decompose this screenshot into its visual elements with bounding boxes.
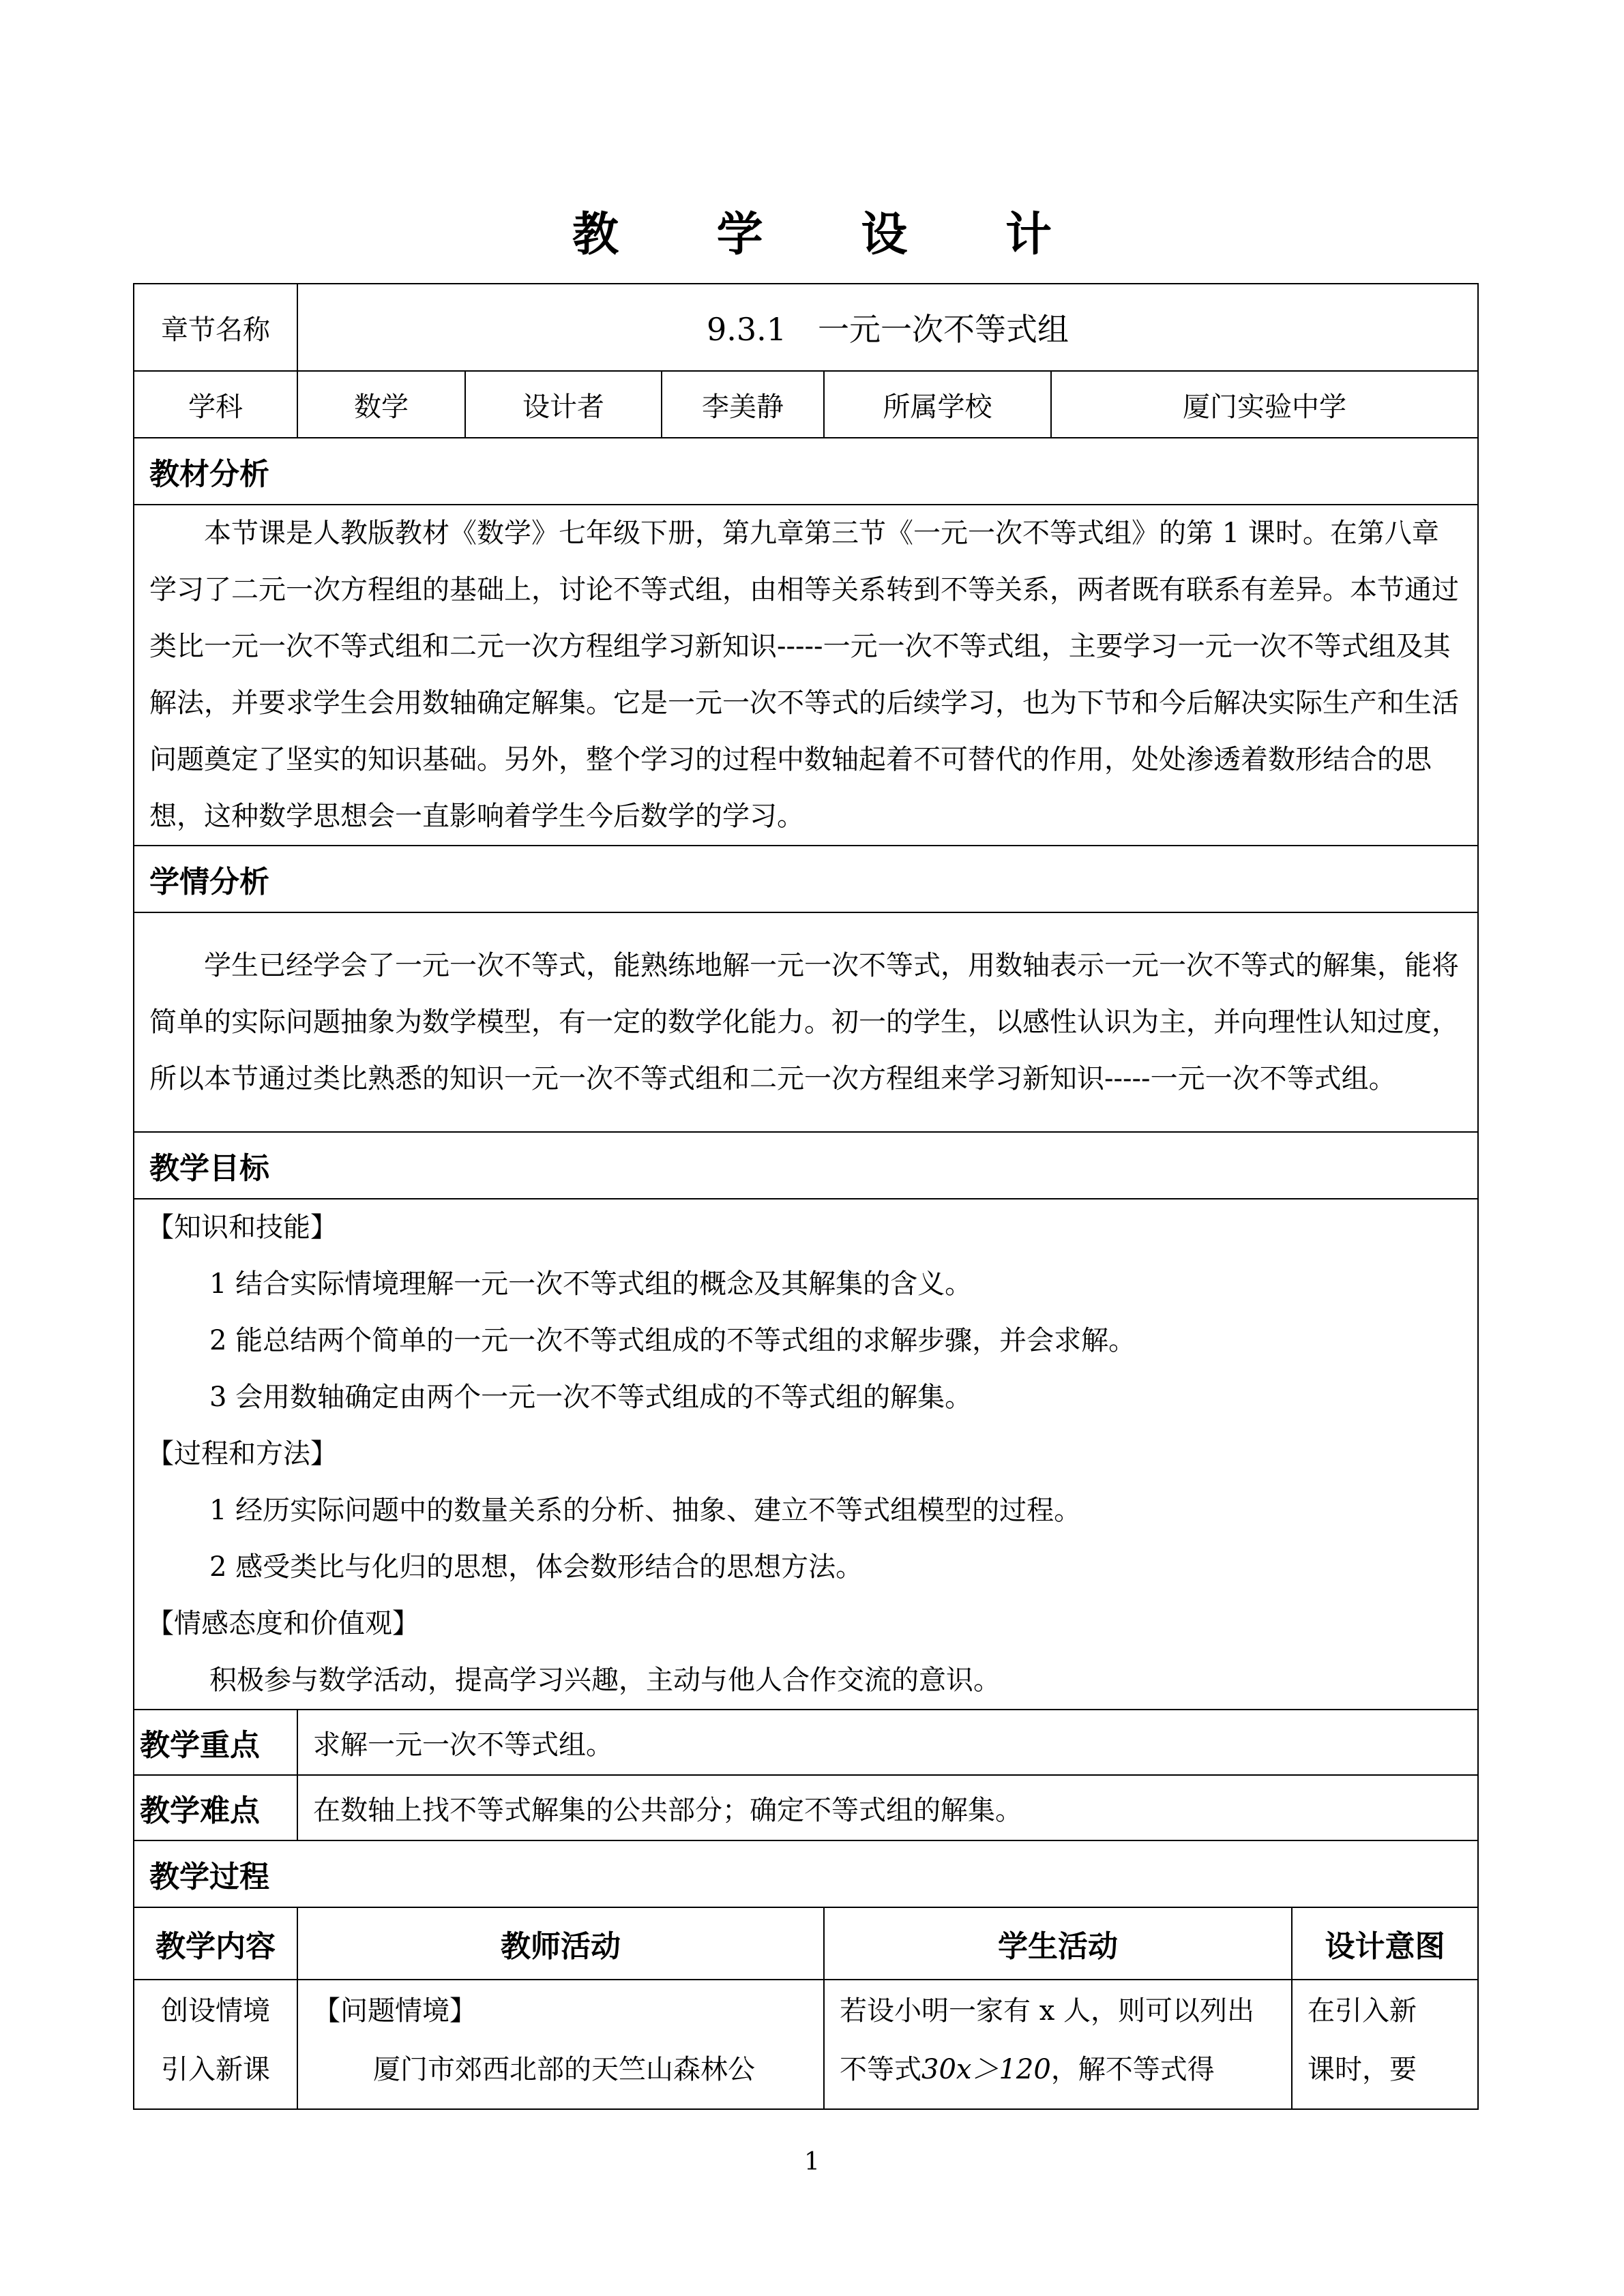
subject-label: 学科 — [134, 371, 297, 438]
difficulty-text: 在数轴上找不等式解集的公共部分；确定不等式组的解集。 — [297, 1775, 1478, 1840]
emotion-item: 积极参与数学活动，提高学习兴趣，主动与他人合作交流的意识。 — [209, 1665, 1001, 1696]
material-analysis-text: 本节课是人教版教材《数学》七年级下册，第九章第三节《一元一次不等式组》的第 1 课时。在第八章学习了二元一次方程组的基础上，讨论不等式组，由相等关系转到不等关系，两者既有联系有差异。本节通过类比一元一次不等式组和二元一次方程组学习新知识-----一元一次不等式组，主要学习一元一次不等式组及其解法，并要求学生会用数轴确定解集。它是一元一次不等式的后续学习，也为下节和今后解决实际生产和生活问题奠定了坚实的知识基础。另外，整个学习的过程中数轴起着不可替代的作用，处处渗透着数形结合的思想，这种数学思想会一直影响着学生今后数学的学习。 — [134, 505, 1478, 846]
content-line: 创设情境 — [161, 1995, 270, 2027]
process-item: 2 感受类比与化归的思想，体会数形结合的思想方法。 — [209, 1551, 863, 1583]
col-header-student: 学生活动 — [824, 1907, 1292, 1980]
document-title: 教 学 设 计 — [572, 207, 1093, 262]
objectives-heading: 教学目标 — [134, 1132, 1478, 1199]
teacher-line: 【问题情境】 — [313, 1995, 477, 2027]
student-analysis-row — [134, 912, 1478, 1132]
knowledge-title: 【知识和技能】 — [147, 1212, 338, 1243]
page-number: 1 — [804, 2148, 820, 2176]
process-intent-cell — [1292, 1980, 1478, 2109]
col-header-content: 教学内容 — [134, 1907, 297, 1980]
objectives-row — [134, 1199, 1478, 1710]
content-line: 引入新课 — [161, 2054, 270, 2085]
subject-value: 数学 — [297, 371, 465, 438]
process-header-row — [134, 1907, 1478, 1980]
emotion-title: 【情感态度和价值观】 — [147, 1608, 419, 1639]
material-analysis-heading-row — [134, 438, 1478, 505]
knowledge-item: 1 结合实际情境理解一元一次不等式组的概念及其解集的含义。 — [209, 1268, 973, 1300]
key-point-label: 教学重点 — [134, 1710, 297, 1775]
student-analysis-heading-row — [134, 846, 1478, 912]
objectives-heading-row — [134, 1132, 1478, 1199]
student-line — [840, 2040, 1276, 2099]
school-value: 厦门实验中学 — [1051, 371, 1478, 438]
difficulty-row — [134, 1775, 1478, 1840]
teacher-line: 厦门市郊西北部的天竺山森林公 — [373, 2054, 755, 2085]
student-analysis-text: 学生已经学会了一元一次不等式，能熟练地解一元一次不等式，用数轴表示一元一次不等式的解集，能将简单的实际问题抽象为数学模型，有一定的数学化能力。初一的学生，以感性认识为主，并向理性认知过度，所以本节通过类比熟悉的知识一元一次不等式组和二元一次方程组来学习新知识-----一元一次不等式组。 — [134, 912, 1478, 1132]
process-heading: 教学过程 — [134, 1840, 1478, 1907]
objectives-body — [134, 1199, 1478, 1710]
col-header-teacher: 教师活动 — [297, 1907, 824, 1980]
student-text: ，解不等式得 — [1050, 2054, 1215, 2085]
student-analysis-heading: 学情分析 — [134, 846, 1478, 912]
process-teacher-cell — [297, 1980, 824, 2109]
inequality-formula: 30x＞120 — [921, 2054, 1051, 2085]
knowledge-item: 2 能总结两个简单的一元一次不等式组成的不等式组的求解步骤，并会求解。 — [209, 1325, 1136, 1356]
intent-line: 在引入新 — [1308, 1995, 1417, 2027]
col-header-intent: 设计意图 — [1292, 1907, 1478, 1980]
process-row — [134, 1980, 1478, 2109]
meta-row — [134, 371, 1478, 438]
lesson-design-table — [133, 283, 1479, 2110]
process-student-cell — [824, 1980, 1292, 2109]
designer-value: 李美静 — [662, 371, 824, 438]
key-point-text: 求解一元一次不等式组。 — [297, 1710, 1478, 1775]
process-heading-row — [134, 1840, 1478, 1907]
difficulty-label: 教学难点 — [134, 1775, 297, 1840]
material-analysis-row — [134, 505, 1478, 846]
student-text: 不等式 — [840, 2054, 921, 2085]
process-title: 【过程和方法】 — [147, 1438, 338, 1470]
school-label: 所属学校 — [824, 371, 1051, 438]
process-content-cell — [134, 1980, 297, 2109]
process-item: 1 经历实际问题中的数量关系的分析、抽象、建立不等式组模型的过程。 — [209, 1495, 1082, 1526]
key-point-row — [134, 1710, 1478, 1775]
knowledge-item: 3 会用数轴确定由两个一元一次不等式组成的不等式组的解集。 — [209, 1382, 973, 1413]
designer-label: 设计者 — [465, 371, 662, 438]
chapter-label: 章节名称 — [134, 284, 297, 371]
material-analysis-heading: 教材分析 — [134, 438, 1478, 505]
intent-line: 课时，要 — [1308, 2054, 1417, 2085]
chapter-row — [134, 284, 1478, 371]
chapter-value: 9.3.1 一元一次不等式组 — [297, 284, 1478, 371]
student-line: 若设小明一家有 x 人，则可以列出 — [840, 1995, 1254, 2027]
